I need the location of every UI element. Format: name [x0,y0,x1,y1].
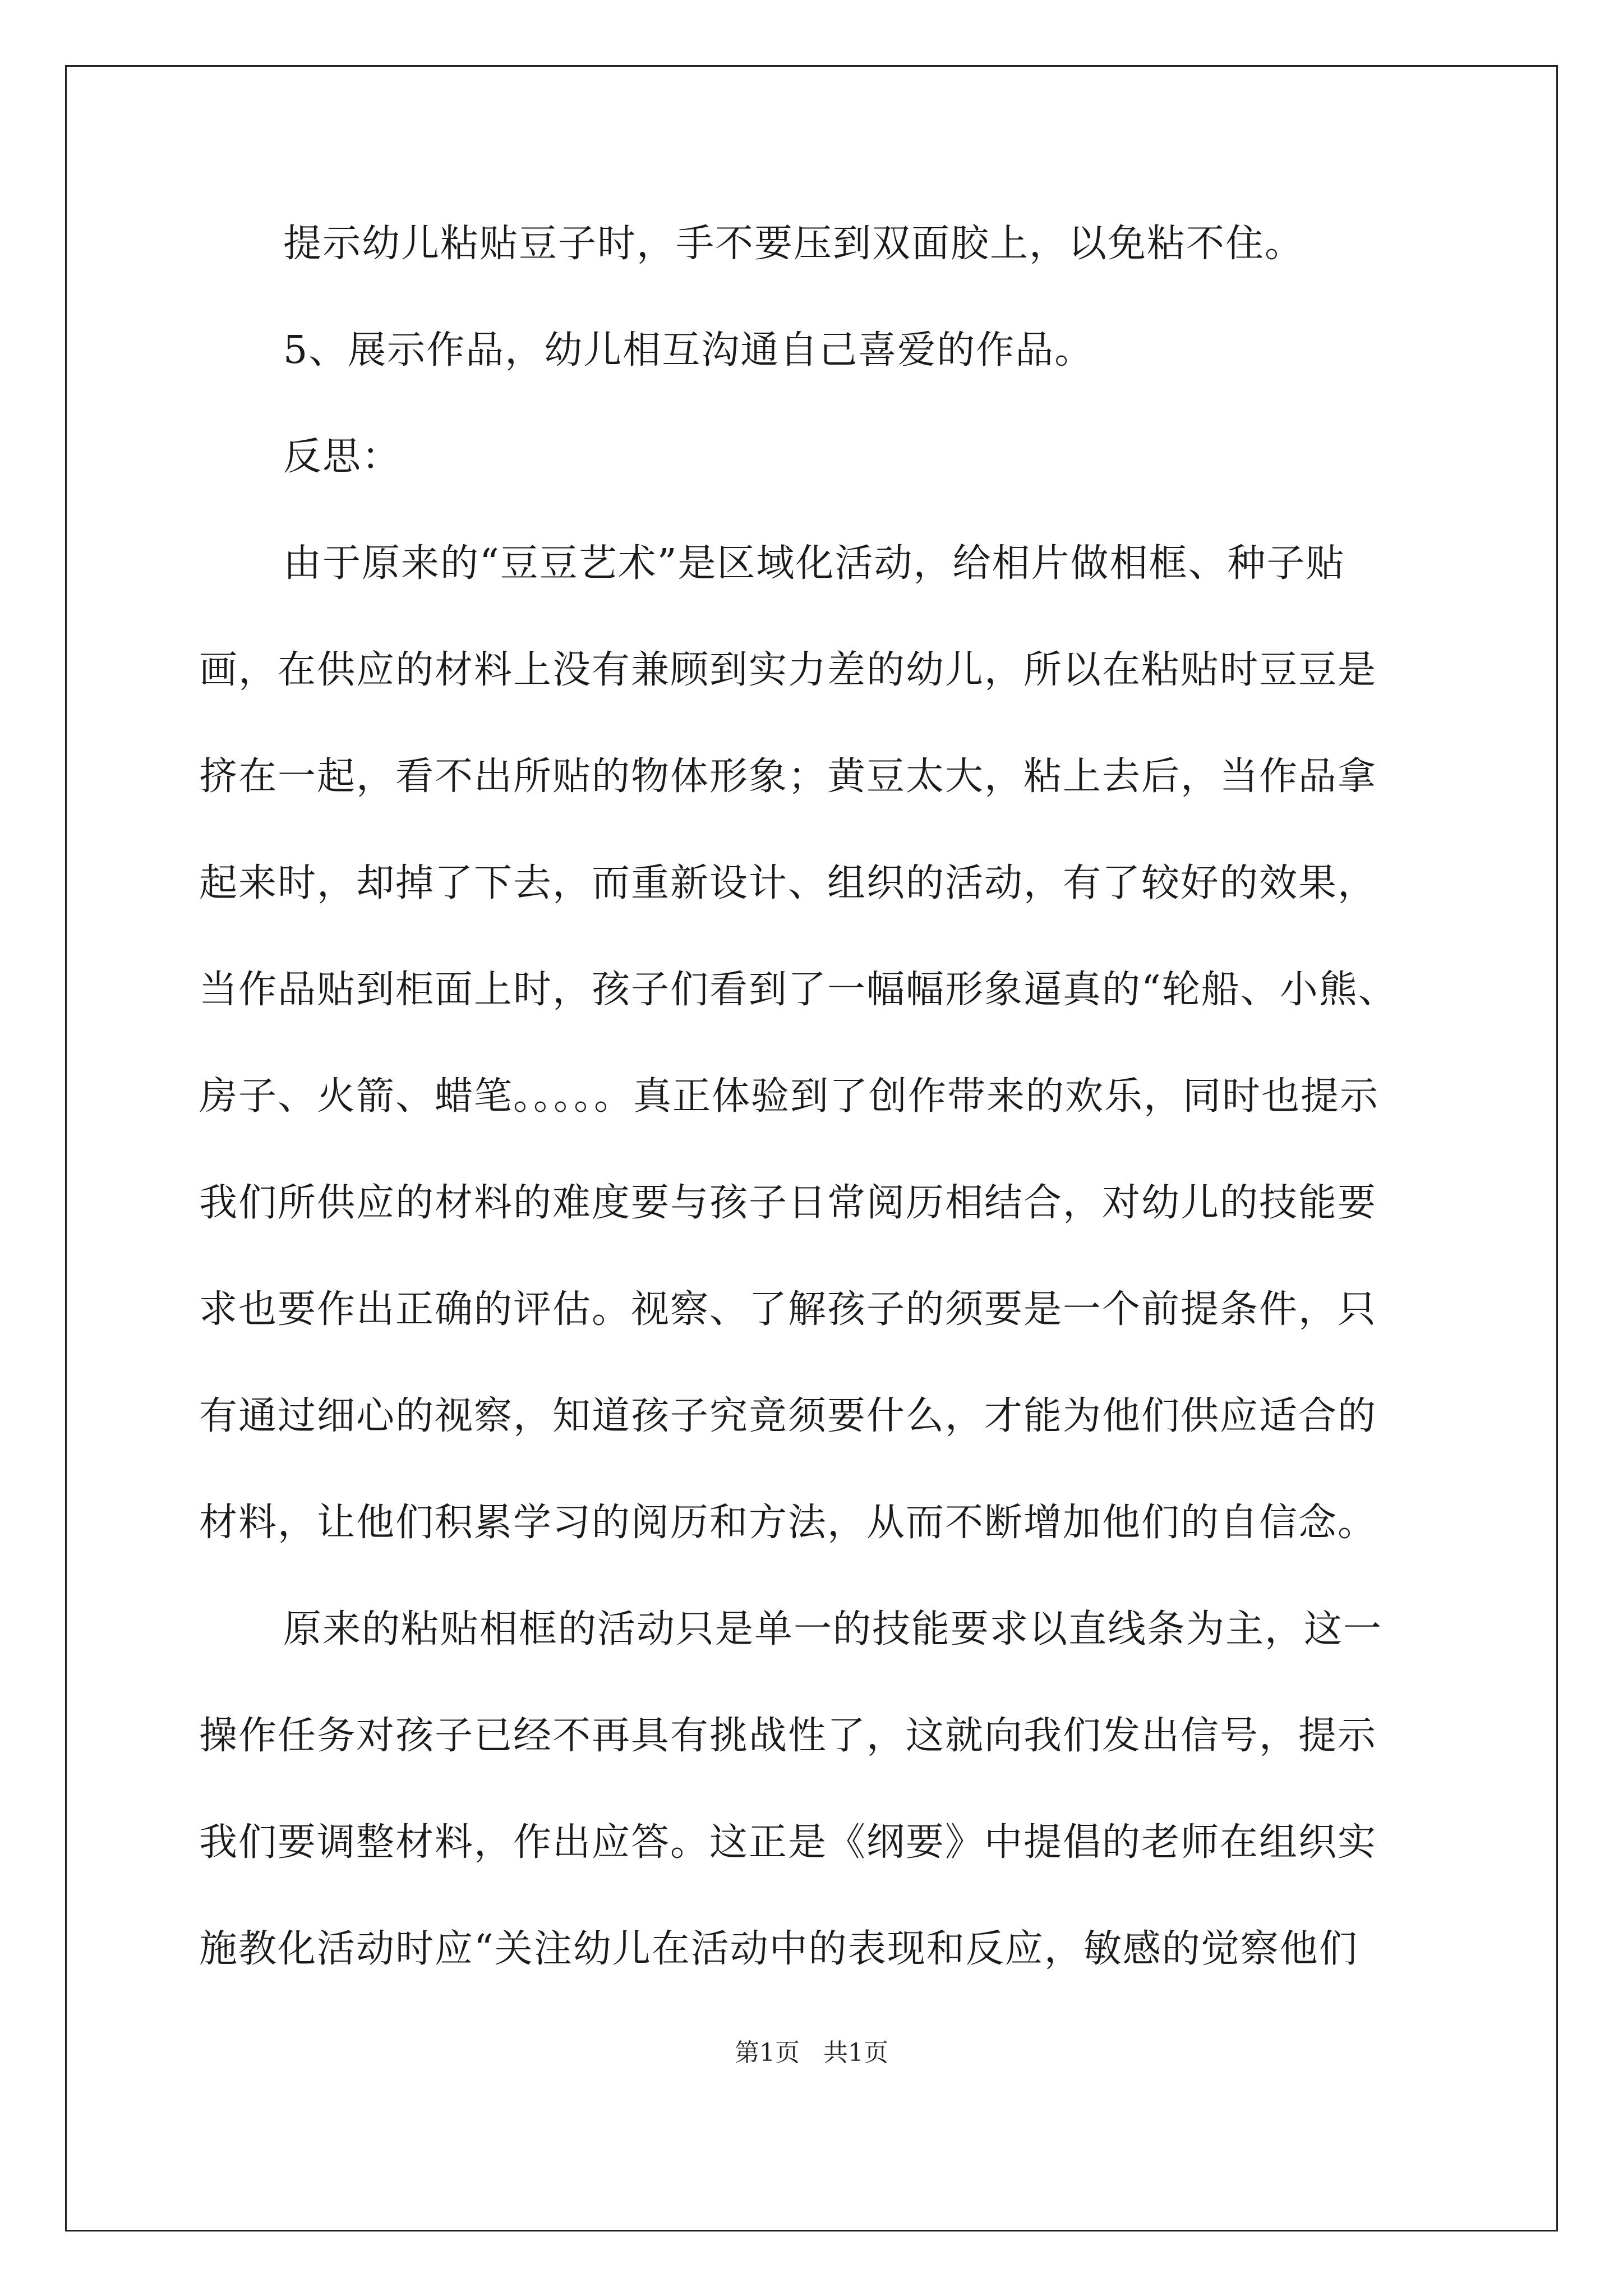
text-line: 材料，让他们积累学习的阅历和方法，从而不断增加他们的自信念。 [199,1501,1377,1545]
text-line: 我们所供应的材料的难度要与孩子日常阅历相结合，对幼儿的技能要 [199,1181,1377,1225]
text-line: 5、展示作品，幼儿相互沟通自己喜爱的作品。 [283,328,1094,372]
text-line: 操作任务对孩子已经不再具有挑战性了，这就向我们发出信号，提示 [199,1714,1377,1758]
text-line: 画，在供应的材料上没有兼顾到实力差的幼儿，所以在粘贴时豆豆是 [199,648,1377,692]
text-line: 反思： [283,435,402,479]
text-line: 当作品贴到柜面上时，孩子们看到了一幅幅形象逼真的“轮船、小熊、 [199,968,1398,1012]
page-border [65,65,1558,2231]
text-line: 由于原来的“豆豆艺术”是区域化活动，给相片做相框、种子贴 [283,541,1345,586]
text-line: 起来时，却掉了下去，而重新设计、组织的活动，有了较好的效果， [199,861,1377,905]
text-line: 我们要调整材料，作出应答。这正是《纲要》中提倡的老师在组织实 [199,1820,1377,1865]
text-line: 有通过细心的视察，知道孩子究竟须要什么，才能为他们供应适合的 [199,1394,1377,1438]
text-line: 求也要作出正确的评估。视察、了解孩子的须要是一个前提条件，只 [199,1287,1377,1332]
text-line: 施教化活动时应“关注幼儿在活动中的表现和反应，敏感的觉察他们 [199,1927,1358,1971]
text-line: 房子、火箭、蜡笔。。。。。真正体验到了创作带来的欢乐，同时也提示 [199,1074,1380,1119]
text-line: 挤在一起，看不出所贴的物体形象；黄豆太大，粘上去后，当作品拿 [199,754,1377,799]
text-line: 提示幼儿粘贴豆子时，手不要压到双面胶上，以免粘不住。 [283,222,1304,266]
page-number-footer: 第1页 共1页 [735,2039,888,2067]
text-line: 原来的粘贴相框的活动只是单一的技能要求以直线条为主，这一 [283,1607,1383,1651]
